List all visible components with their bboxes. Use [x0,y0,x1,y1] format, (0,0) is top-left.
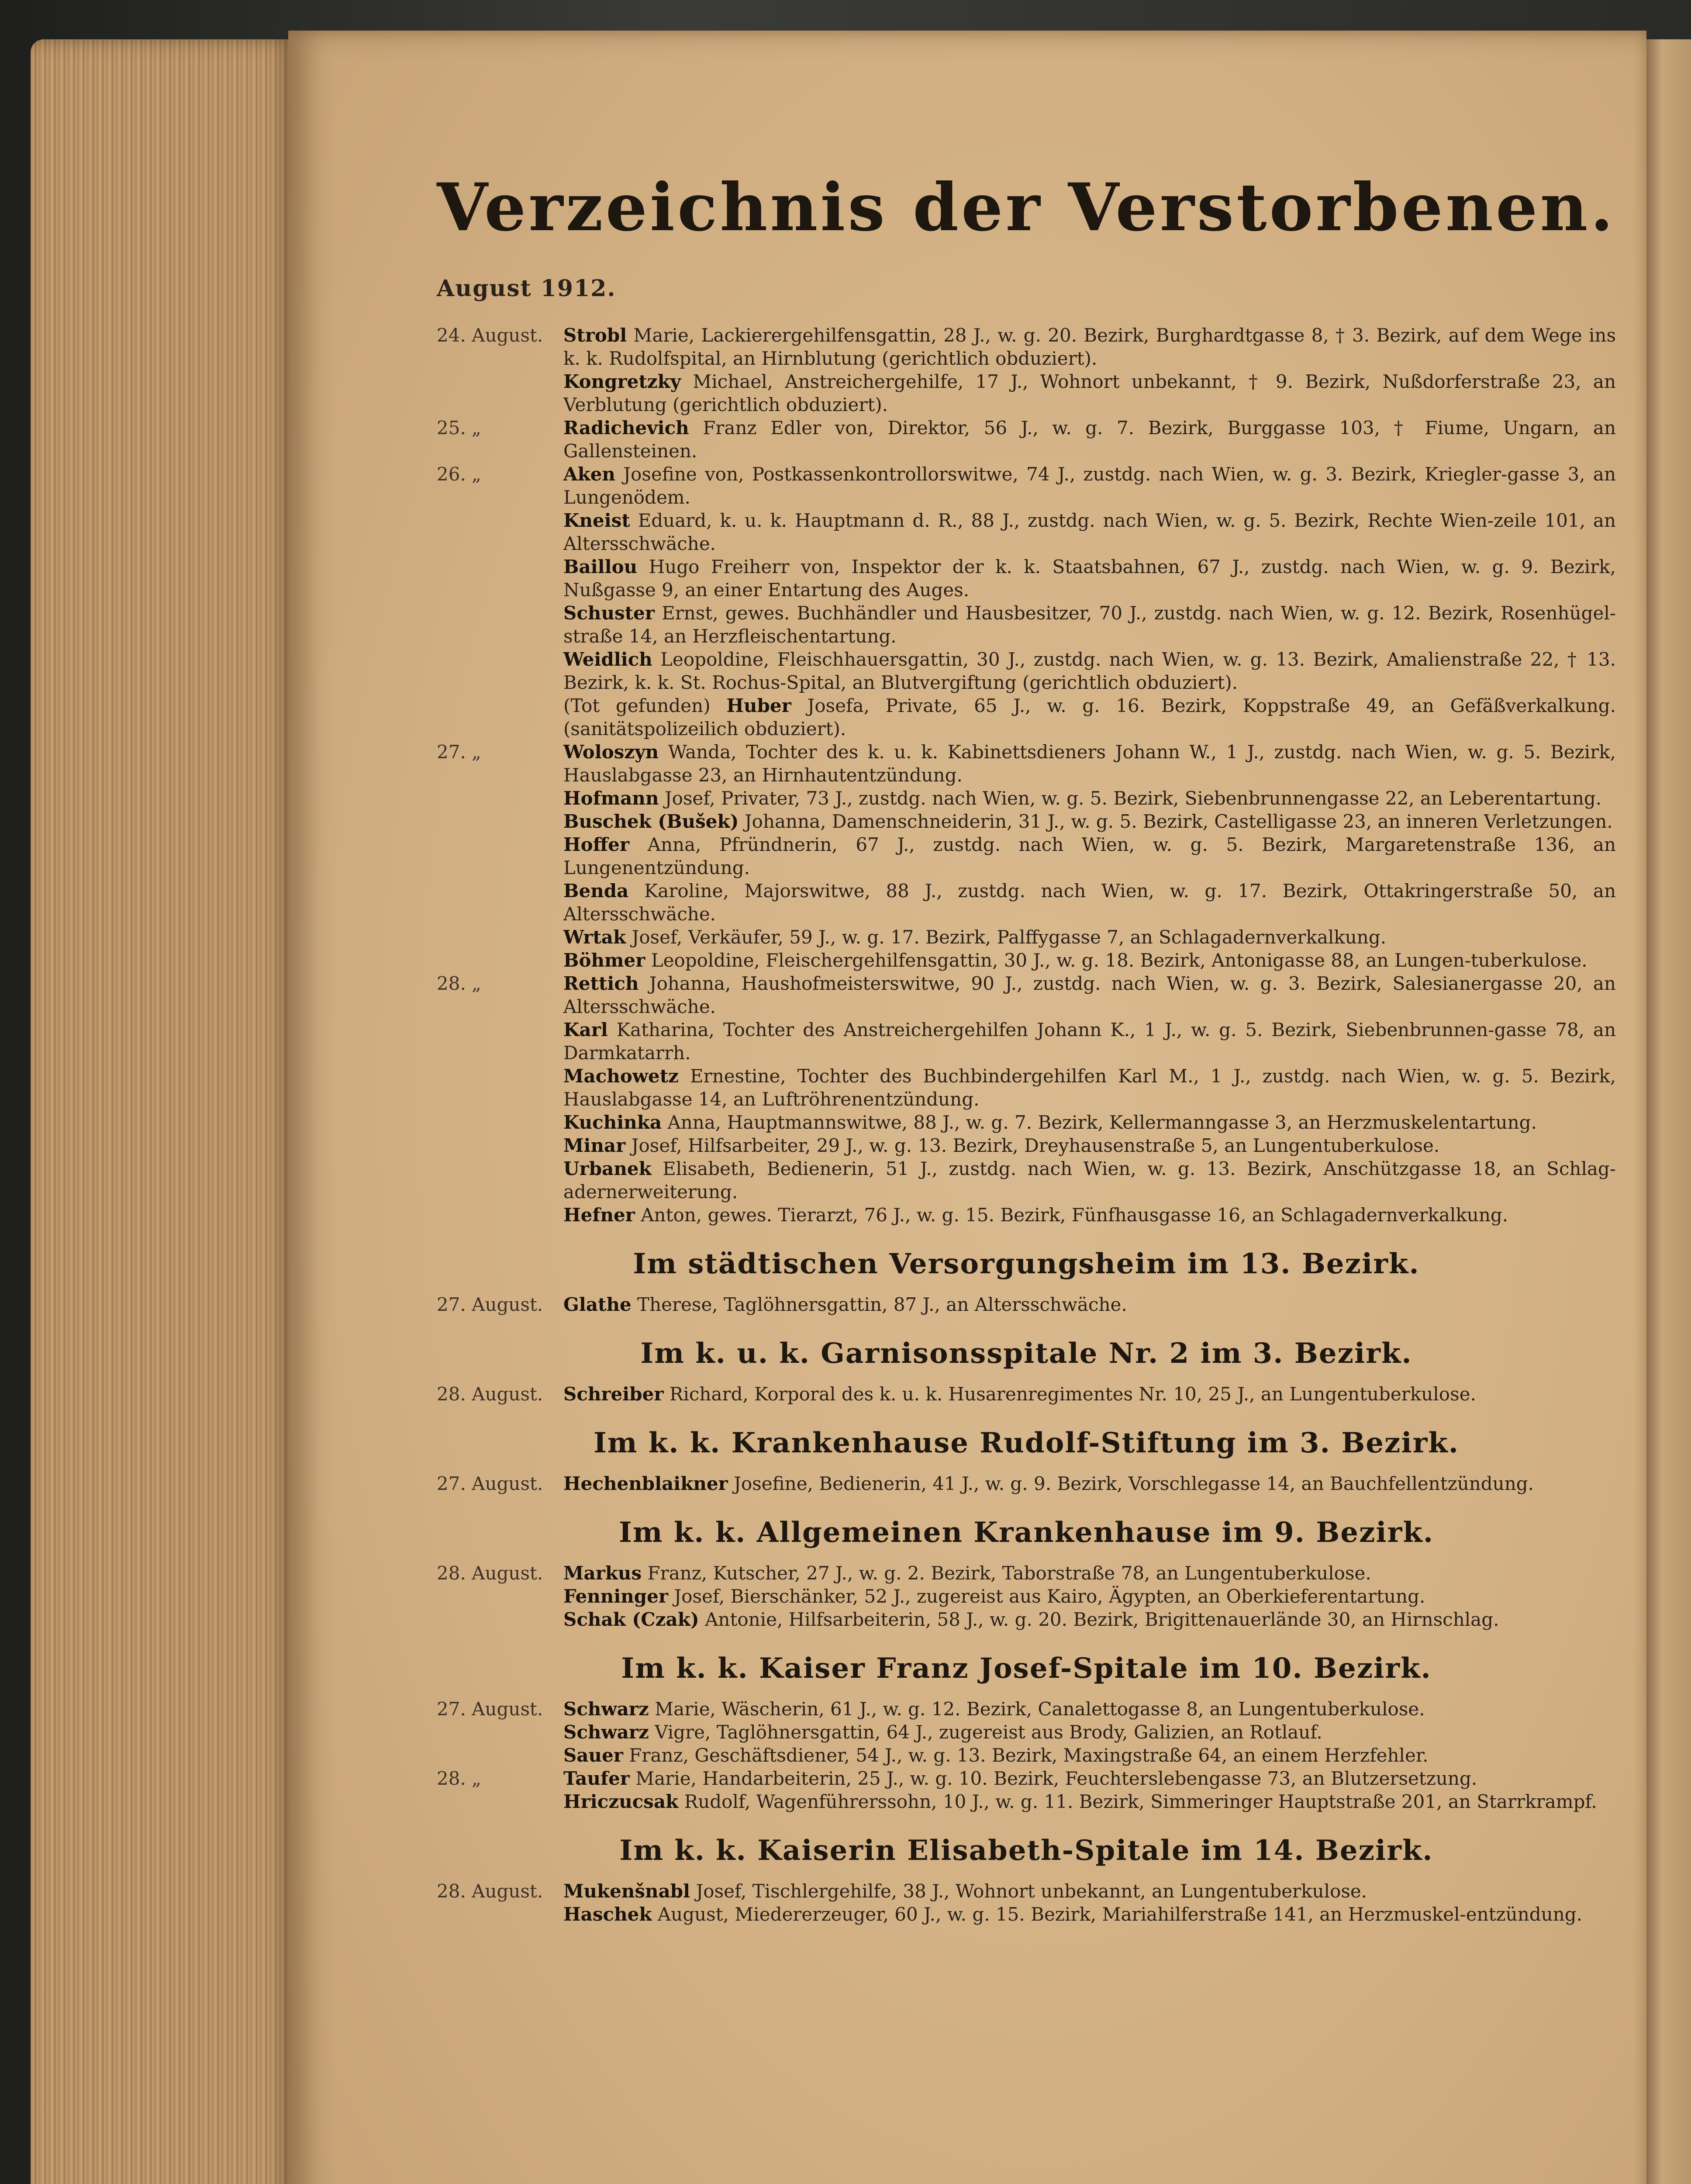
entry-body [563,1880,1616,1903]
register-entry [437,926,1616,949]
entry-date: 26. „ [437,463,481,485]
entry-date: 28. „ [437,1768,481,1789]
entry-details: Vigre, Taglöhnersgattin, 64 J., zugereist aus Brody, Galizien, an Rotlauf. [649,1721,1322,1743]
deceased-name: Buschek (Bušek) [563,811,739,832]
deceased-name: Wrtak [563,926,626,948]
register-entry [437,1018,1616,1064]
entry-body [563,810,1616,833]
entry-body [563,601,1616,648]
register-entry [437,1562,1616,1585]
register-entry [437,1585,1616,1608]
entry-date: 27. August. [437,1698,543,1720]
register-entry [437,601,1616,648]
entry-body [563,1157,1616,1203]
entry-body [563,926,1616,949]
entry-details: Josef, Privater, 73 J., zustdg. nach Wien, w. g. 5. Bezirk, Siebenbrunnengasse 22, an Leberentartung. [659,788,1602,809]
register-entry [437,509,1616,555]
deceased-name: Schreiber [563,1383,664,1405]
entry-date [437,1585,563,1608]
entry-body [563,1790,1616,1813]
entry-body [563,463,1616,509]
register-entry [437,1697,1616,1721]
deceased-name: Schuster [563,602,655,624]
register-entry [437,648,1616,694]
deceased-name: Weidlich [563,649,652,670]
entry-date: 28. August. [437,1383,543,1405]
register-entry [437,1157,1616,1203]
deceased-name: Markus [563,1562,642,1584]
entry-details: Hugo Freiherr von, Inspektor der k. k. Staatsbahnen, 67 J., zustdg. nach Wien, w. g. 9. Bezirk, Nußgasse 9, an einer Entartung des Auges. [563,556,1616,601]
entry-body [563,1721,1616,1744]
entry-body [563,972,1616,1018]
register-entry [437,1608,1616,1631]
deceased-name: Karl [563,1019,608,1040]
entry-body [563,1134,1616,1157]
entry-body [563,1018,1616,1064]
entry-details: Josefine, Bedienerin, 41 J., w. g. 9. Bezirk, Vorschlegasse 14, an Bauchfellentzündung. [728,1473,1534,1494]
register-entry [437,1767,1616,1790]
deceased-name: Strobl [563,325,627,346]
entry-details: Marie, Wäscherin, 61 J., w. g. 12. Bezirk, Canalettogasse 8, an Lungentuberkulose. [649,1698,1425,1720]
section-heading: Im k. k. Kaiser Franz Josef-Spitale im 10. Bezirk. [621,1652,1432,1685]
entry-prefix: (Tot gefunden) [563,695,727,716]
register-entry [437,1382,1616,1406]
entry-date [437,1790,563,1813]
entry-body [563,1697,1616,1721]
deceased-name: Radichevich [563,417,689,439]
register-entry [437,324,1616,370]
deceased-name: Woloszyn [563,741,659,763]
entry-details: Leopoldine, Fleischhauersgattin, 30 J., zustdg. nach Wien, w. g. 13. Bezirk, Amalienstraße 22, † 13. Bezirk, k. k. St. Rochus-Spital, an Blutvergiftung (gerichtlich obduziert). [563,649,1616,693]
entry-date [437,1903,563,1926]
entry-body [563,1064,1616,1111]
entry-body [563,324,1616,370]
deceased-name: Hriczucsak [563,1791,679,1812]
entry-date [437,810,563,833]
deceased-name: Taufer [563,1768,630,1789]
entry-date: 27. August. [437,1473,543,1494]
entry-body [563,1203,1616,1227]
entry-details: Johanna, Damenschneiderin, 31 J., w. g. 5. Bezirk, Castelligasse 23, an inneren Verletzungen. [739,811,1613,832]
entry-date: 25. „ [437,417,481,439]
register-entry [437,555,1616,601]
entry-date [437,1018,563,1064]
entry-details: Franz Edler von, Direktor, 56 J., w. g. 7. Bezirk, Burggasse 103, † Fiume, Ungarn, an Gallensteinen. [563,417,1616,462]
deceased-name: Baillou [563,556,638,577]
entry-date [437,1721,563,1744]
entry-body [563,1382,1616,1406]
deceased-name: Benda [563,880,629,902]
deceased-name: Urbanek [563,1158,652,1179]
entry-details: Therese, Taglöhnersgattin, 87 J., an Altersschwäche. [631,1294,1127,1315]
entry-body [563,740,1616,787]
entry-body [563,1608,1616,1631]
register-entry [437,1203,1616,1227]
register-entry [437,1721,1616,1744]
entry-date: 27. August. [437,1294,543,1315]
register-entry [437,694,1616,740]
register-entry [437,1111,1616,1134]
entry-body [563,879,1616,926]
section-heading: Im k. u. k. Garnisonsspitale Nr. 2 im 3. Bezirk. [640,1337,1412,1370]
entry-date [437,1064,563,1111]
entry-date [437,1111,563,1134]
entry-details: Anna, Hauptmannswitwe, 88 J., w. g. 7. Bezirk, Kellermanngasse 3, an Herzmuskelentartung. [662,1112,1537,1133]
deceased-name: Mukenšnabl [563,1880,690,1902]
register-entry [437,787,1616,810]
deceased-name: Hofmann [563,788,659,809]
section-heading: Im k. k. Allgemeinen Krankenhause im 9. Bezirk. [618,1516,1434,1549]
entry-details: Wanda, Tochter des k. u. k. Kabinettsdieners Johann W., 1 J., zustdg. nach Wien, w. g. 5. Bezirk, Hauslabgasse 23, an Hirnhautentzündung. [563,741,1616,786]
entry-date [437,1203,563,1227]
entry-details: Eduard, k. u. k. Hauptmann d. R., 88 J., zustdg. nach Wien, w. g. 5. Bezirk, Rechte Wien-zeile 101, an Altersschwäche. [563,510,1616,554]
entry-details: Josefine von, Postkassenkontrollorswitwe, 74 J., zustdg. nach Wien, w. g. 3. Bezirk, Kriegler-gasse 3, an Lungenödem. [563,463,1616,508]
entry-details: Marie, Lackierergehilfensgattin, 28 J., w. g. 20. Bezirk, Burghardtgasse 8, † 3. Bezirk, auf dem Wege ins k. k. Rudolfspital, an Hirnblutung (gerichtlich obduziert). [563,325,1616,369]
deceased-name: Glathe [563,1294,632,1315]
entry-details: August, Miedererzeuger, 60 J., w. g. 15. Bezirk, Mariahilferstraße 141, an Herzmuskel-entzündung. [652,1904,1582,1925]
entry-date [437,601,563,648]
entry-date [437,787,563,810]
entry-body [563,1111,1616,1134]
entry-body [563,694,1616,740]
deceased-name: Aken [563,463,615,485]
entry-details: Karoline, Majorswitwe, 88 J., zustdg. nach Wien, w. g. 17. Bezirk, Ottakringerstraße 50, an Altersschwäche. [563,880,1616,925]
entry-details: Franz, Kutscher, 27 J., w. g. 2. Bezirk, Taborstraße 78, an Lungentuberkulose. [642,1562,1371,1584]
entry-date [437,509,563,555]
entry-body [563,555,1616,601]
entry-details: Marie, Handarbeiterin, 25 J., w. g. 10. Bezirk, Feuchterslebengasse 73, an Blutzersetzung. [629,1768,1477,1789]
register-entry [437,416,1616,463]
deceased-name: Kongretzky [563,371,681,392]
deceased-name: Schak (Czak) [563,1609,699,1630]
entry-body [563,787,1616,810]
entry-date [437,926,563,949]
deceased-name: Haschek [563,1904,652,1925]
deceased-name: Kuchinka [563,1112,662,1133]
deceased-name: Hefner [563,1204,635,1226]
register-entry [437,1744,1616,1767]
facing-page-edge [1646,39,1691,2184]
entry-details: Johanna, Haushofmeisterswitwe, 90 J., zustdg. nach Wien, w. g. 3. Bezirk, Salesianergasse 20, an Altersschwäche. [563,973,1616,1017]
deceased-name: Huber [726,695,791,716]
register-entry [437,1064,1616,1111]
register-entry [437,1903,1616,1926]
entry-date [437,949,563,972]
entry-details: Josef, Bierschänker, 52 J., zugereist aus Kairo, Ägypten, an Oberkieferentartung. [668,1586,1425,1607]
deceased-name: Böhmer [563,950,645,971]
entry-date [437,370,563,416]
page-title: Verzeichnis der Verstorbenen. [437,169,1616,246]
entry-date: 28. August. [437,1562,543,1584]
register-entry [437,949,1616,972]
entry-date [437,1134,563,1157]
month-heading: August 1912. [437,275,616,302]
deceased-name: Schwarz [563,1698,649,1720]
entry-details: Rudolf, Wagenführerssohn, 10 J., w. g. 11. Bezirk, Simmeringer Hauptstraße 201, an Starrkrampf. [678,1791,1597,1812]
page-edges [31,39,293,2184]
death-register [437,324,1616,1926]
entry-date [437,648,563,694]
register-entry [437,1134,1616,1157]
entry-body [563,370,1616,416]
register-entry [437,879,1616,926]
entry-date [437,1608,563,1631]
entry-date: 28. August. [437,1880,543,1902]
entry-body [563,509,1616,555]
entry-details: Antonie, Hilfsarbeiterin, 58 J., w. g. 20. Bezirk, Brigittenauerlände 30, an Hirnschlag. [699,1609,1499,1630]
entry-details: Josefa, Private, 65 J., w. g. 16. Bezirk, Koppstraße 49, an Gefäßverkalkung. (sanitätspolizeilich obduziert). [563,695,1616,740]
register-entry [437,1880,1616,1903]
entry-details: Franz, Geschäftsdiener, 54 J., w. g. 13. Bezirk, Maxingstraße 64, an einem Herzfehler. [623,1745,1429,1766]
entry-date: 27. „ [437,741,481,763]
entry-body [563,1744,1616,1767]
entry-details: Richard, Korporal des k. u. k. Husarenregimentes Nr. 10, 25 J., an Lungentuberkulose. [663,1383,1476,1405]
register-entry [437,370,1616,416]
entry-details: Michael, Anstreichergehilfe, 17 J., Wohnort unbekannt, † 9. Bezirk, Nußdorferstraße 23, an Verblutung (gerichtlich obduziert). [563,371,1616,415]
entry-details: Josef, Tischlergehilfe, 38 J., Wohnort unbekannt, an Lungentuberkulose. [690,1880,1367,1902]
entry-body [563,949,1616,972]
deceased-name: Hoffer [563,834,630,855]
entry-date [437,1157,563,1203]
entry-body [563,1293,1616,1316]
entry-details: Josef, Verkäufer, 59 J., w. g. 17. Bezirk, Palffygasse 7, an Schlagadernverkalkung. [626,926,1387,948]
section-heading: Im k. k. Krankenhause Rudolf-Stiftung im 3. Bezirk. [593,1427,1460,1459]
entry-details: Josef, Hilfsarbeiter, 29 J., w. g. 13. Bezirk, Dreyhausenstraße 5, an Lungentuberkulose. [625,1135,1440,1156]
deceased-name: Rettich [563,973,639,994]
entry-body [563,833,1616,879]
entry-body [563,1585,1616,1608]
deceased-name: Schwarz [563,1721,649,1743]
entry-body [563,1903,1616,1926]
register-entry [437,1472,1616,1495]
register-entry [437,810,1616,833]
entry-date [437,555,563,601]
entry-date: 28. „ [437,973,481,994]
deceased-name: Machowetz [563,1065,679,1087]
deceased-name: Hechenblaikner [563,1473,728,1494]
entry-details: Anton, gewes. Tierarzt, 76 J., w. g. 15. Bezirk, Fünfhausgasse 16, an Schlagadernverkalkung. [635,1204,1508,1226]
entry-details: Ernestine, Tochter des Buchbindergehilfen Karl M., 1 J., zustdg. nach Wien, w. g. 5. Bezirk, Hauslabgasse 14, an Luftröhrenentzündung. [563,1065,1616,1110]
section-heading: Im städtischen Versorgungsheim im 13. Bezirk. [633,1248,1420,1280]
entry-body [563,1472,1616,1495]
deceased-name: Sauer [563,1745,623,1766]
entry-details: Leopoldine, Fleischergehilfensgattin, 30 J., w. g. 18. Bezirk, Antonigasse 88, an Lungen-tuberkulose. [645,950,1587,971]
entry-date [437,833,563,879]
register-entry [437,1293,1616,1316]
register-entry [437,463,1616,509]
entry-details: Elisabeth, Bedienerin, 51 J., zustdg. nach Wien, w. g. 13. Bezirk, Anschützgasse 18, an Schlag-adernerweiterung. [563,1158,1616,1203]
register-entry [437,1790,1616,1813]
entry-body [563,1767,1616,1790]
entry-body [563,416,1616,463]
register-entry [437,740,1616,787]
page-content [437,166,1616,1926]
entry-body [563,1562,1616,1585]
section-heading: Im k. k. Kaiserin Elisabeth-Spitale im 14. Bezirk. [619,1834,1433,1867]
entry-details: Katharina, Tochter des Anstreichergehilfen Johann K., 1 J., w. g. 5. Bezirk, Siebenbrunnen-gasse 78, an Darmkatarrh. [563,1019,1616,1064]
deceased-name: Fenninger [563,1586,669,1607]
entry-details: Anna, Pfründnerin, 67 J., zustdg. nach Wien, w. g. 5. Bezirk, Margaretenstraße 136, an Lungenentzündung. [563,834,1616,878]
deceased-name: Kneist [563,510,630,531]
register-entry [437,972,1616,1018]
entry-date [437,1744,563,1767]
deceased-name: Minar [563,1135,626,1156]
entry-date [437,694,563,740]
register-entry [437,833,1616,879]
entry-date: 24. August. [437,325,543,346]
entry-body [563,648,1616,694]
entry-date [437,879,563,926]
entry-details: Ernst, gewes. Buchhändler und Hausbesitzer, 70 J., zustdg. nach Wien, w. g. 12. Bezirk, Rosenhügel-straße 14, an Herzfleischentartung. [563,602,1616,647]
